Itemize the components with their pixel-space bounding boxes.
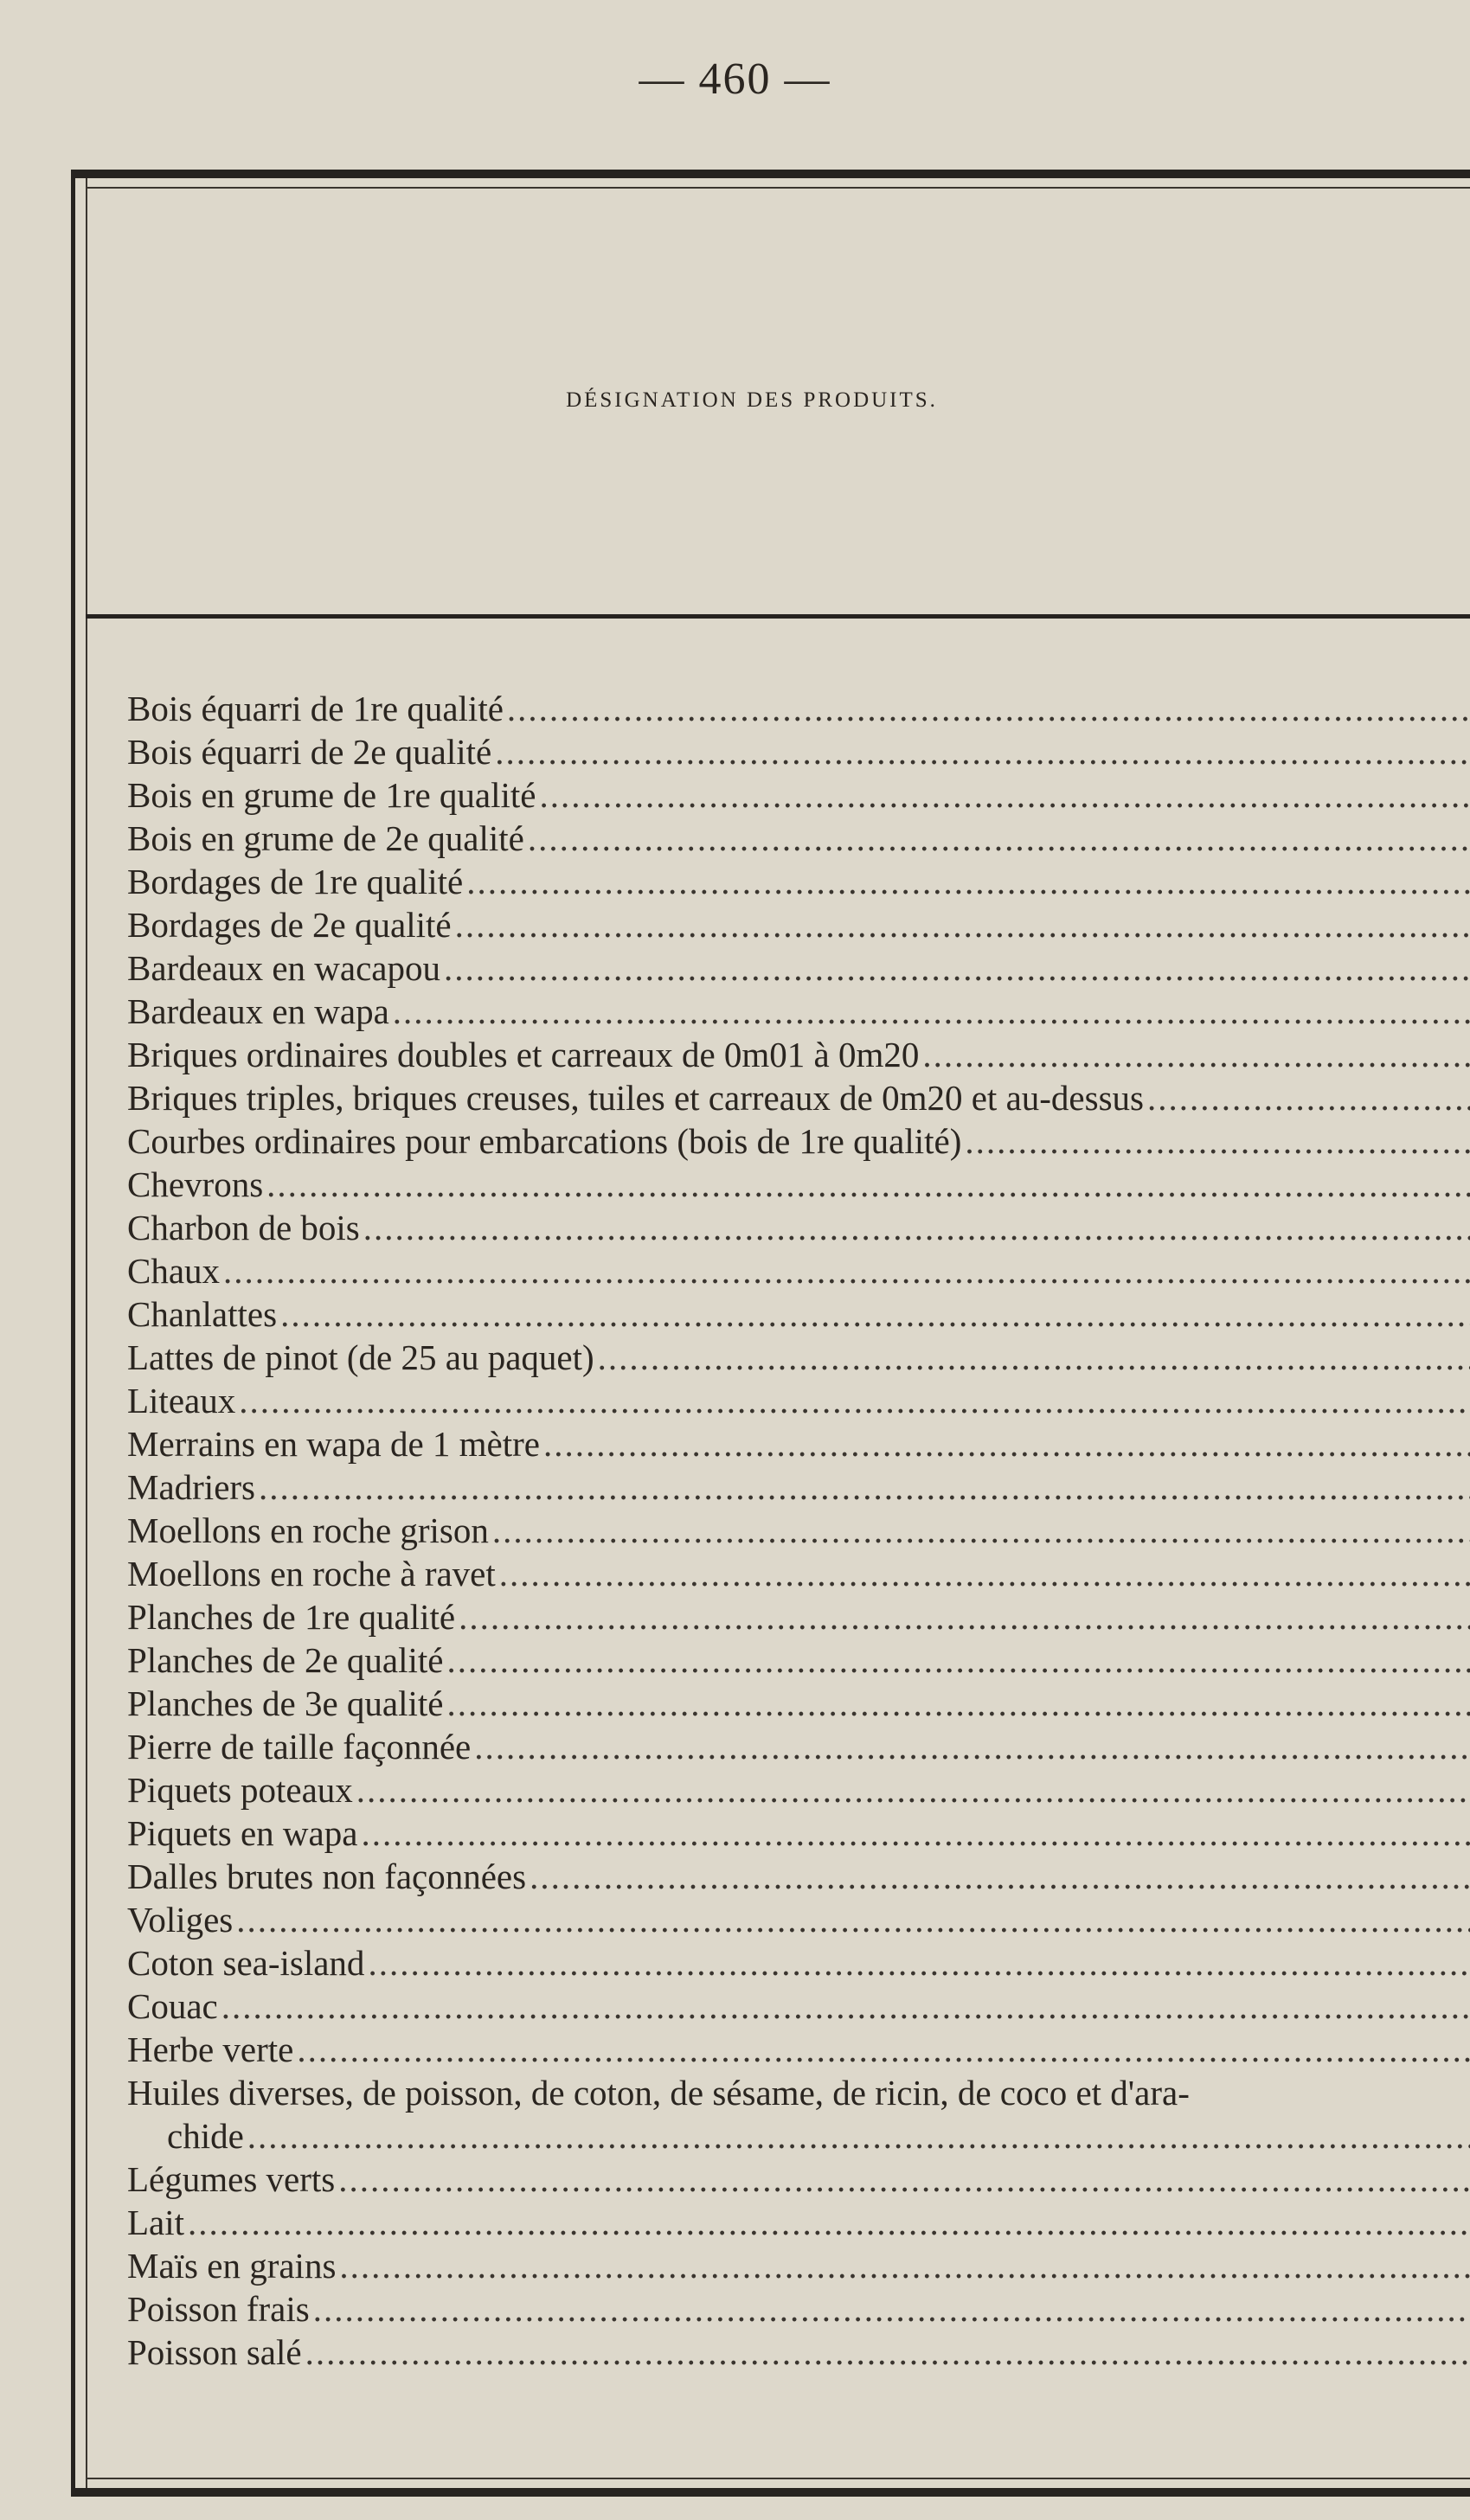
product-name: Chaux xyxy=(127,1251,221,1291)
list-item xyxy=(127,1811,1470,1855)
product-name: Briques triples, briques creuses, tuiles et carreaux de 0m20 et au-dessus xyxy=(127,1078,1144,1118)
product-name: Couac xyxy=(127,1986,218,2026)
list-item xyxy=(127,1292,1470,1336)
column-header: DÉSIGNATION DES PRODUITS. xyxy=(566,388,938,412)
products-table xyxy=(71,170,1470,2497)
product-name: Briques ordinaires doubles et carreaux de 0m01 à 0m20 xyxy=(127,1035,920,1074)
list-item xyxy=(127,2028,1470,2071)
product-list xyxy=(127,687,1470,2374)
list-item xyxy=(127,773,1470,817)
list-item xyxy=(127,1336,1470,1379)
product-name: Moellons en roche à ravet xyxy=(127,1554,496,1593)
product-name: Bordages de 2e qualité xyxy=(127,905,452,945)
list-item xyxy=(127,2158,1470,2201)
list-item xyxy=(127,1638,1470,1682)
product-name: Chevrons xyxy=(127,1164,264,1204)
list-item xyxy=(127,2331,1470,2374)
list-item xyxy=(127,860,1470,903)
product-name: Maïs en grains xyxy=(127,2246,337,2286)
list-item xyxy=(127,2287,1470,2331)
list-item xyxy=(127,2071,1470,2158)
product-name: Huiles diverses, de poisson, de coton, de sésame, de ricin, de coco et d'ara- xyxy=(127,2073,1190,2113)
list-item xyxy=(127,1725,1470,1768)
header-divider xyxy=(86,614,1470,619)
product-name: Bois en grume de 2e qualité xyxy=(127,818,524,858)
product-name: Bardeaux en wacapou xyxy=(127,948,440,988)
list-item xyxy=(127,2244,1470,2287)
list-item xyxy=(127,946,1470,990)
list-item xyxy=(127,687,1470,730)
page-number: — 460 — xyxy=(639,55,831,104)
product-name: Dalles brutes non façonnées xyxy=(127,1856,527,1896)
list-item xyxy=(127,730,1470,773)
list-item xyxy=(127,1768,1470,1811)
product-name-continuation: chide xyxy=(167,2116,244,2156)
list-item xyxy=(127,1465,1470,1509)
list-item xyxy=(127,1682,1470,1725)
product-name: Coton sea-island xyxy=(127,1943,365,1983)
product-name: Chanlattes xyxy=(127,1294,278,1334)
product-name: Bois en grume de 1re qualité xyxy=(127,775,536,815)
product-name: Charbon de bois xyxy=(127,1208,360,1247)
product-name: Pierre de taille façonnée xyxy=(127,1727,472,1767)
list-item xyxy=(127,1249,1470,1292)
list-item xyxy=(127,903,1470,946)
product-name: Poisson salé xyxy=(127,2332,302,2372)
list-item xyxy=(127,1985,1470,2028)
product-name: Courbes ordinaires pour embarcations (bois de 1re qualité) xyxy=(127,1121,962,1161)
table-header-cell xyxy=(86,189,1470,612)
product-name: Merrains en wapa de 1 mètre xyxy=(127,1424,540,1464)
product-name: Madriers xyxy=(127,1467,256,1507)
list-item xyxy=(127,1163,1470,1206)
list-item xyxy=(127,1941,1470,1985)
list-item xyxy=(127,1379,1470,1422)
list-item xyxy=(127,1076,1470,1119)
list-item xyxy=(127,1033,1470,1076)
product-name: Moellons en roche grison xyxy=(127,1510,489,1550)
product-name: Piquets poteaux xyxy=(127,1770,353,1810)
product-name: Légumes verts xyxy=(127,2159,336,2199)
product-name: Voliges xyxy=(127,1900,234,1940)
product-name: Planches de 1re qualité xyxy=(127,1597,456,1637)
list-item xyxy=(127,1206,1470,1249)
product-name: Bois équarri de 2e qualité xyxy=(127,732,492,772)
list-item xyxy=(127,1509,1470,1552)
product-name: Liteaux xyxy=(127,1381,236,1420)
list-item xyxy=(127,817,1470,860)
list-item xyxy=(127,1119,1470,1163)
product-name: Poisson frais xyxy=(127,2289,310,2329)
list-item xyxy=(127,990,1470,1033)
list-item xyxy=(127,2201,1470,2244)
product-name: Planches de 3e qualité xyxy=(127,1683,444,1723)
list-item xyxy=(127,1552,1470,1595)
product-name: Bordages de 1re qualité xyxy=(127,862,464,901)
product-name: Lattes de pinot (de 25 au paquet) xyxy=(127,1337,594,1377)
product-name: Planches de 2e qualité xyxy=(127,1640,444,1680)
product-name: Herbe verte xyxy=(127,2029,294,2069)
product-name: Lait xyxy=(127,2203,185,2242)
product-name: Bois équarri de 1re qualité xyxy=(127,689,504,728)
list-item xyxy=(127,1595,1470,1638)
product-name: Bardeaux en wapa xyxy=(127,991,389,1031)
list-item xyxy=(127,1422,1470,1465)
product-name: Piquets en wapa xyxy=(127,1813,358,1853)
list-item xyxy=(127,1898,1470,1941)
list-item xyxy=(127,1855,1470,1898)
